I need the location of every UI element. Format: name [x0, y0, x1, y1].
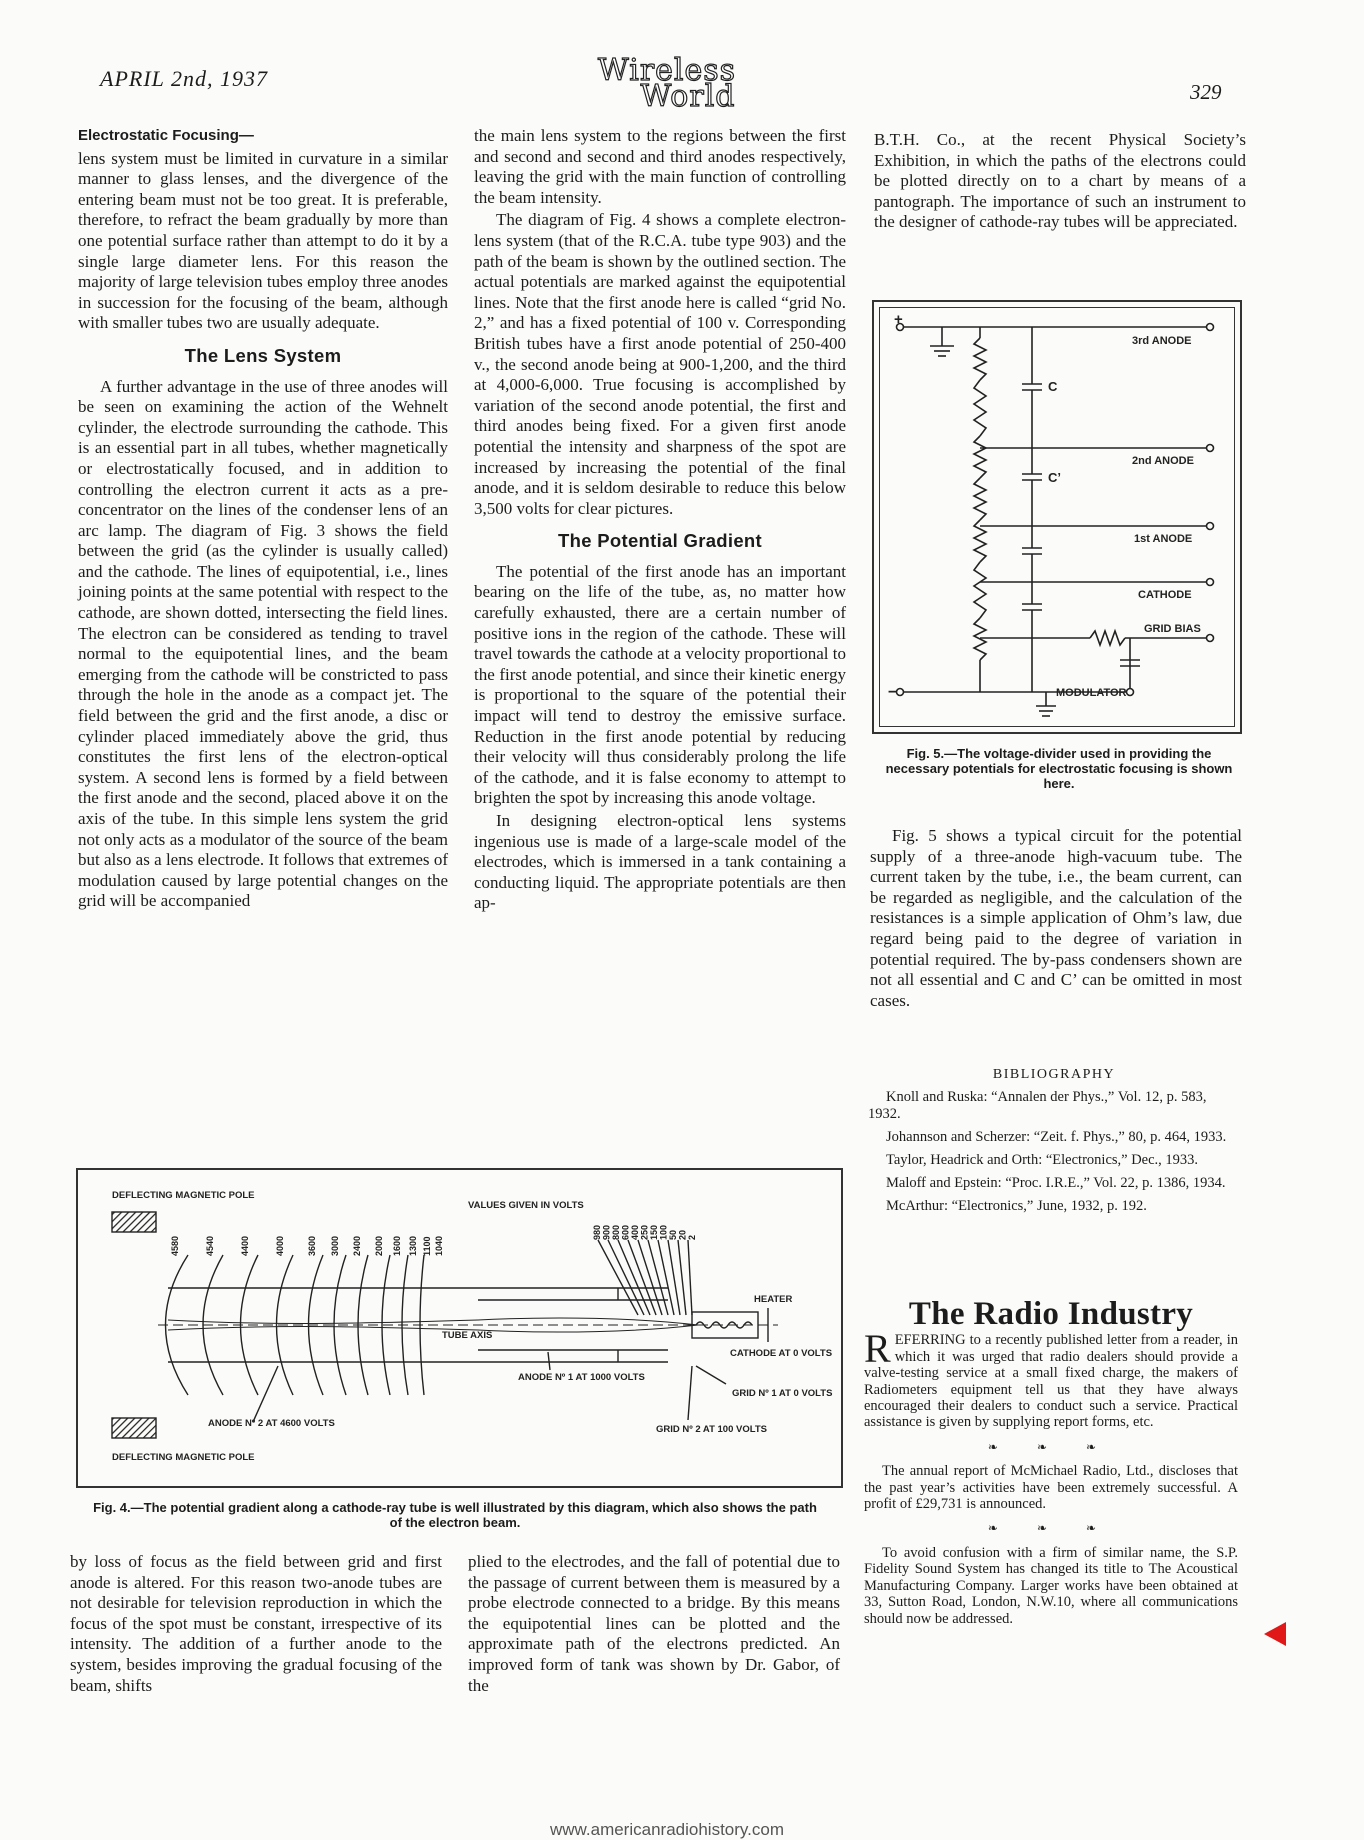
fig4-cathode-label: CATHODE AT 0 VOLTS — [730, 1348, 833, 1359]
fig4-voltage-label: 400 — [630, 1224, 640, 1240]
fig4-voltage-label: 50 — [668, 1229, 678, 1240]
bibliography — [868, 1066, 1240, 1221]
column-1 — [78, 126, 448, 914]
figure-4-diagram — [78, 1170, 841, 1486]
drop-cap: R — [864, 1326, 891, 1372]
fig4-voltage-label: 4580 — [170, 1235, 180, 1256]
column-1-bottom — [70, 1552, 442, 1698]
industry-paragraph-3: To avoid confusion with a firm of similar name, the S.P. Fidelity Sound System has changed its title to The Acoustical Manufacturing Company. Larger works have been obtained at 33, Sutton Road, London, N.W.10, where all communications should now be addressed. — [864, 1544, 1238, 1627]
col1-paragraph-2: A further advantage in the use of three anodes will be seen on examining the action of the Wehnelt cylinder, the electrode surrounding the cathode. This is an essential part in all tubes, whether magnetically or electrostatically focused, and in addition to controlling the electron current it acts as a pre-concentrator on the lines of the condenser lens of an arc lamp. The diagram of Fig. 3 shows the field between the grid (as the cylinder is usually called) and the cathode. The lines of equipotential, i.e., lines joining points at the same potential with respect to the cathode, are shown dotted, intersecting the field lines. The electron can be considered as tending to travel normal to the equipotential lines, and the beam emerging from the cathode will be constricted to pass through the hole in the anode as a compact jet. The field between the grid and the first anode, a disc or cylinder placed immediately above the grid, thus constitutes the first lens of the electron-optical system. A second lens is formed by a field between the first anode and the second, placed above it on the axis of the tube. In this simple lens system the grid not only acts as a modulator of the source of the beam but also as a lens electrode. It follows that extremes of modulation caused by large potential changes on the grid will be accompanied — [78, 376, 448, 911]
col2-paragraph-5: plied to the electrodes, and the fall of potential due to the passage of current between them is measured by a probe electrode connected to a bridge. By this means the equipotential lines can be plotted and the approximate path of the electrons predicted. An improved form of tank was shown by Dr. Gabor, of the — [468, 1552, 840, 1695]
industry-paragraph-2: The annual report of McMichael Radio, Ltd., discloses that the past year’s activities have been extremely successful. A profit of £29,731 is announced. — [864, 1463, 1238, 1513]
fig5-anode1-label: 1st ANODE — [1134, 533, 1193, 545]
fig4-voltage-label: 2 — [687, 1234, 697, 1240]
fig5-anode3-label: 3rd ANODE — [1132, 335, 1192, 347]
fig4-tube-axis-label: TUBE AXIS — [442, 1330, 493, 1341]
col3-paragraph-2: Fig. 5 shows a typical circuit for the potential supply of a three-anode high-vacuum tube. The current taken by the tube, i.e., the beam current, can be regarded as negligible, and the calculation of the resistances is a simple application of Ohm’s law, due regard being paid to the degree of variation in potential required. The by-pass condensers shown are not all essential and C and C’ can be omitted in most cases. — [870, 826, 1242, 1010]
red-page-marker — [1264, 1622, 1286, 1646]
section-separator: ❧ ❧ ❧ — [987, 1521, 1115, 1536]
fig4-voltage-label: 600 — [620, 1224, 631, 1240]
figure-5-caption: Fig. 5.—The voltage-divider used in providing the necessary potentials for electrostatic focusing is shown here. — [885, 746, 1233, 791]
fig4-anode2-label: ANODE Nº 2 AT 4600 VOLTS — [208, 1418, 335, 1429]
fig5-modulator-label: MODULATOR — [1056, 687, 1127, 699]
col3-paragraph-1: B.T.H. Co., at the recent Physical Society’s Exhibition, in which the paths of the electrons could be plotted directly on to a chart by means of a pantograph. The importance of such an instrument to the designer of cathode-ray tubes will be appreciated. — [874, 130, 1246, 232]
fig4-pole-top-label — [112, 1190, 255, 1201]
fig4-anode1-label: ANODE Nº 1 AT 1000 VOLTS — [518, 1372, 645, 1383]
page-number: 329 — [1190, 80, 1222, 104]
fig4-voltage-label: 250 — [639, 1224, 650, 1240]
fig5-capacitor-c-prime: C’ — [1048, 470, 1061, 485]
figure-5-frame — [879, 307, 1235, 727]
col2-paragraph-4: In designing electron-optical lens systems ingenious use is made of a large-scale model of the electrodes, which is immersed in a tank containing a conducting liquid. The appropriate potentials are then ap- — [474, 811, 846, 913]
figure-4-caption: Fig. 4.—The potential gradient along a cathode-ray tube is well illustrated by this diagram, which also shows the path of the electron beam. — [93, 1500, 817, 1530]
col2-paragraph-1: the main lens system to the regions between the first and second and second and third anodes respectively, leaving the grid with the main function of controlling the beam intensity. — [474, 126, 846, 207]
industry-paragraph-1-text: EFERRING to a recently published letter from a reader, in which it was urged that radio dealers should provide a valve-testing service at a small fixed charge, the makers of Radiometers equipment tell us that they have always encouraged their dealers to conduct such a service. Practical assistance is given by supplying report forms, etc. — [864, 1332, 1238, 1431]
masthead-logo — [592, 53, 742, 114]
figure-4-potential-gradient — [76, 1168, 843, 1488]
fig5-anode2-label: 2nd ANODE — [1132, 455, 1194, 467]
column-3-middle — [870, 826, 1242, 1013]
bibliography-item: Johannson and Scherzer: “Zeit. f. Phys.,” 80, p. 464, 1933. — [886, 1129, 1227, 1145]
bibliography-item: Knoll and Ruska: “Annalen der Phys.,” Vol. 12, p. 583, 1932. — [868, 1089, 1207, 1122]
section-separator: ❧ ❧ ❧ — [987, 1439, 1115, 1454]
fig4-voltage-label: 1300 — [408, 1235, 418, 1256]
fig4-voltage-label: 4000 — [275, 1235, 285, 1256]
fig4-voltage-label: 3000 — [330, 1235, 340, 1256]
col1-paragraph-1: lens system must be limited in curvature in a similar manner to glass lenses, and the divergence of the entering beam must not be too great. It is preferable, therefore, to refract the beam gradually by more than one potential surface rather than attempt to do it by a single large diameter lens. For this reason the majority of large television tubes employ three anodes in succession for the focusing of the beam, although with smaller tubes two are usually adequate. — [78, 148, 448, 333]
col1-paragraph-3: by loss of focus as the field between grid and first anode is altered. For this reason two-anode tubes are not desirable for television reproduction in which the focus of the spot must be constant, irrespective of its intensity. The addition of a further anode to the system, besides improving the gradual focusing of the beam, shifts — [70, 1552, 442, 1695]
logo-world: World — [640, 79, 736, 114]
col2-paragraph-3: The potential of the first anode has an important bearing on the life of the tube, as, no matter how carefully exhausted, there are a certain number of positive ions in the region of the cathode. These will travel towards the cathode at a velocity proportional to the first anode potential, and since their kinetic energy is proportional to the square of the potential their impact will tend to destroy the emissive surface. Reduction in the first anode potential by reducing their velocity will thus considerably prolong the life of the cathode, and it is false economy to attempt to brighten the spot by increasing this anode voltage. — [474, 561, 846, 808]
fig4-voltage-label: 150 — [649, 1224, 659, 1240]
fig4-voltage-label: 4400 — [240, 1235, 250, 1256]
fig4-voltage-label: 1040 — [434, 1235, 444, 1256]
running-head: Electrostatic Focusing— — [78, 127, 254, 144]
fig4-voltage-label: 4540 — [205, 1235, 215, 1256]
col2-paragraph-2: The diagram of Fig. 4 shows a complete electron-lens system (that of the R.C.A. tube type 903) and the path of the beam is shown by the outlined section. The actual potentials are marked against the equipotential lines. Note that the first anode here is called “grid No. 2,” and has a fixed potential of 100 v. Corresponding British tubes have a first anode potential of 250-400 v., the second anode being at 900-1,200, and the third at 4,000-6,000. True focusing is accomplished by variation of the second anode potential, the first and third anodes being fixed. For a given first anode potential the intensity and sharpness of the spot are increased by increasing the potential of the final anode, and it is seldom desirable to reduce this below 3,500 volts for clear pictures. — [474, 210, 846, 518]
fig4-voltage-label: 1100 — [422, 1236, 432, 1256]
fig4-voltage-label: 3600 — [307, 1235, 317, 1256]
column-2 — [474, 126, 846, 916]
fig5-gridbias-label: GRID BIAS — [1144, 623, 1201, 635]
bibliography-item: McArthur: “Electronics,” June, 1932, p. 192. — [886, 1198, 1147, 1214]
radio-industry-section — [864, 1296, 1238, 1631]
bibliography-title: BIBLIOGRAPHY — [992, 1067, 1116, 1082]
fig4-pole-bottom-label: DEFLECTING MAGNETIC POLE — [112, 1452, 255, 1463]
fig5-capacitor-c: C — [1048, 379, 1058, 394]
fig5-cathode-label: CATHODE — [1138, 589, 1192, 601]
footer-url: www.americanradiohistory.com — [550, 1820, 784, 1839]
fig4-voltage-label: 20 — [677, 1229, 688, 1240]
heading-potential-gradient: The Potential Gradient — [558, 530, 762, 552]
figure-5-voltage-divider — [872, 300, 1242, 734]
fig4-voltage-label: 2400 — [352, 1235, 362, 1256]
fig4-voltage-label: 2000 — [374, 1235, 384, 1256]
fig4-grid2-label: GRID Nº 2 AT 100 VOLTS — [656, 1424, 767, 1435]
fig4-voltage-label: 800 — [611, 1224, 621, 1240]
radio-industry-title: The Radio Industry — [908, 1296, 1194, 1332]
fig5-minus-label: − — [888, 684, 898, 701]
fig4-voltage-label: 980 — [592, 1224, 602, 1240]
issue-date: APRIL 2nd, 1937 — [100, 66, 268, 91]
fig4-heater-label: HEATER — [754, 1294, 793, 1305]
column-2-bottom — [468, 1552, 840, 1698]
logo-wireless: Wireless — [597, 53, 737, 88]
bibliography-item: Maloff and Epstein: “Proc. I.R.E.,” Vol. 22, p. 1386, 1934. — [886, 1175, 1226, 1191]
heading-lens-system: The Lens System — [184, 344, 342, 366]
fig5-plus-label: + — [894, 311, 903, 328]
fig4-voltage-label: 900 — [601, 1224, 612, 1240]
fig4-grid1-label: GRID Nº 1 AT 0 VOLTS — [732, 1388, 833, 1399]
bibliography-item: Taylor, Headrick and Orth: “Electronics,” Dec., 1933. — [886, 1152, 1199, 1168]
industry-paragraph-1 — [864, 1326, 1238, 1431]
fig4-pole-top-text: DEFLECTING MAGNETIC POLE — [112, 1190, 255, 1201]
fig4-voltage-label: 100 — [658, 1224, 669, 1240]
column-3-top — [874, 130, 1246, 235]
fig4-voltage-label: 1600 — [392, 1235, 402, 1256]
fig4-values-note: VALUES GIVEN IN VOLTS — [468, 1200, 584, 1211]
figure-5-circuit — [880, 308, 1234, 726]
